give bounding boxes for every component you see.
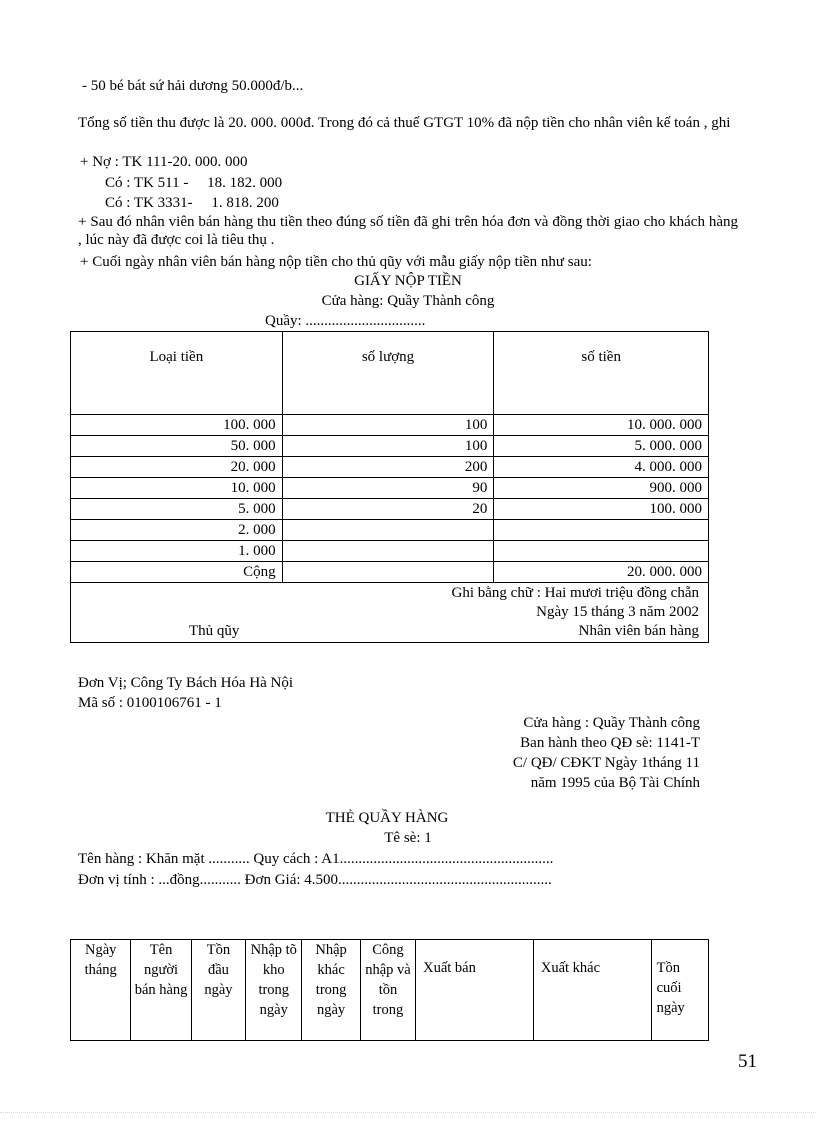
- receipt-store: Cửa hàng: Quầy Thành công: [321, 293, 495, 309]
- denomination-cell: 20. 000: [71, 457, 283, 478]
- card-table: [70, 939, 709, 1041]
- card-header-row: [71, 940, 709, 1041]
- quantity-cell: 200: [282, 457, 494, 478]
- total-paragraph: Tổng số tiền thu được là 20. 000. 000đ. Trong đó cả thuế GTGT 10% đã nộp tiền cho nhân viên kế toán , ghi: [78, 115, 731, 131]
- total-row: [71, 562, 709, 583]
- footer-divider: [0, 1112, 816, 1113]
- header-total-in: Công nhập và tồn trong: [360, 940, 415, 1041]
- header-denomination: Loại tiền: [71, 332, 283, 415]
- amount-cell: 4. 000. 000: [494, 457, 709, 478]
- card-item-line: Tên hàng : Khăn mặt ........... Quy cách : A1.........................................................: [78, 851, 554, 867]
- table-row: [71, 415, 709, 436]
- table-row: [71, 520, 709, 541]
- header-other-out: Xuất khác: [533, 940, 651, 1041]
- regulation-line-2: C/ QĐ/ CĐKT Ngày 1tháng 11: [512, 755, 700, 771]
- header-other-in: Nhập khác trong ngày: [302, 940, 360, 1041]
- table-row: [71, 499, 709, 520]
- regulation-line-3: năm 1995 của Bộ Tài Chính: [530, 775, 700, 791]
- amount-cell: 5. 000. 000: [494, 436, 709, 457]
- sales-paragraph: + Sau đó nhân viên bán hàng thu tiền theo đúng số tiền đã ghi trên hóa đơn và đồng thời giao cho khách hàng , lúc này đã được coi là tiêu thụ .: [78, 214, 738, 248]
- table-row: [71, 478, 709, 499]
- quantity-cell: 100: [282, 415, 494, 436]
- quantity-cell: [282, 520, 494, 541]
- salesperson-label: Nhân viên bán hàng: [578, 623, 699, 639]
- quantity-cell: 100: [282, 436, 494, 457]
- unit-name: Đơn Vị; Công Ty Bách Hóa Hà Nội: [78, 675, 294, 691]
- regulation-line-1: Ban hành theo QĐ sè: 1141-T: [520, 735, 700, 751]
- regulation-store: Cửa hàng : Quầy Thành công: [523, 715, 700, 731]
- bowls-line: - 50 bé bát sứ hải dương 50.000đ/b...: [82, 78, 304, 94]
- amount-cell: 100. 000: [494, 499, 709, 520]
- quantity-cell: 90: [282, 478, 494, 499]
- unit-code: Mã số : 0100106761 - 1: [78, 695, 222, 711]
- receipt-counter: Quầy: ................................: [265, 313, 426, 329]
- table-row: [71, 457, 709, 478]
- signature-row: [71, 583, 709, 643]
- receipt-table: [70, 331, 709, 643]
- denomination-cell: 5. 000: [71, 499, 283, 520]
- denomination-cell: 2. 000: [71, 520, 283, 541]
- credit-entry-511: Có : TK 511 - 18. 182. 000: [105, 175, 283, 191]
- card-sheet-number: Tê sè: 1: [384, 830, 432, 846]
- header-seller: Tên người bán hàng: [131, 940, 191, 1041]
- header-quantity: số lượng: [282, 332, 494, 415]
- page-number: 51: [738, 1051, 757, 1072]
- header-opening-stock: Tồn đầu ngày: [191, 940, 245, 1041]
- denomination-cell: 1. 000: [71, 541, 283, 562]
- header-warehouse-in: Nhập tõ kho trong ngày: [246, 940, 302, 1041]
- quantity-cell: [282, 541, 494, 562]
- debit-entry: + Nợ : TK 111-20. 000. 000: [80, 154, 248, 170]
- receipt-date: Ngày 15 tháng 3 năm 2002: [536, 604, 699, 620]
- quantity-cell: 20: [282, 499, 494, 520]
- quantity-cell: [282, 562, 494, 583]
- card-title: THẺ QUẦY HÀNG: [325, 810, 449, 826]
- cashier-label: Thủ qũy: [189, 623, 240, 639]
- amount-cell: 10. 000. 000: [494, 415, 709, 436]
- amount-in-words: Ghi bằng chữ : Hai mươi triệu đồng chẵn: [451, 585, 699, 601]
- signature-cell: [71, 583, 709, 643]
- header-date: Ngày tháng: [71, 940, 131, 1041]
- denomination-cell: 50. 000: [71, 436, 283, 457]
- total-label: Cộng: [71, 562, 283, 583]
- total-amount: 20. 000. 000: [494, 562, 709, 583]
- header-amount: số tiền: [494, 332, 709, 415]
- receipt-title: GIẤY NỘP TIỀN: [354, 273, 462, 289]
- denomination-cell: 10. 000: [71, 478, 283, 499]
- amount-cell: [494, 541, 709, 562]
- header-sales-out: Xuất bán: [416, 940, 534, 1041]
- table-row: [71, 541, 709, 562]
- amount-cell: [494, 520, 709, 541]
- card-unit-line: Đơn vị tính : ...đồng........... Đơn Giá: 4.500.........................................................: [78, 872, 552, 888]
- amount-cell: 900. 000: [494, 478, 709, 499]
- credit-entry-3331: Có : TK 3331- 1. 818. 200: [105, 195, 279, 211]
- header-closing-stock: Tồn cuối ngày: [651, 940, 708, 1041]
- receipt-header-row: [71, 332, 709, 415]
- denomination-cell: 100. 000: [71, 415, 283, 436]
- table-row: [71, 436, 709, 457]
- end-of-day-paragraph: + Cuối ngày nhân viên bán hàng nộp tiền cho thủ qũy với mẫu giấy nộp tiền như sau:: [80, 254, 592, 270]
